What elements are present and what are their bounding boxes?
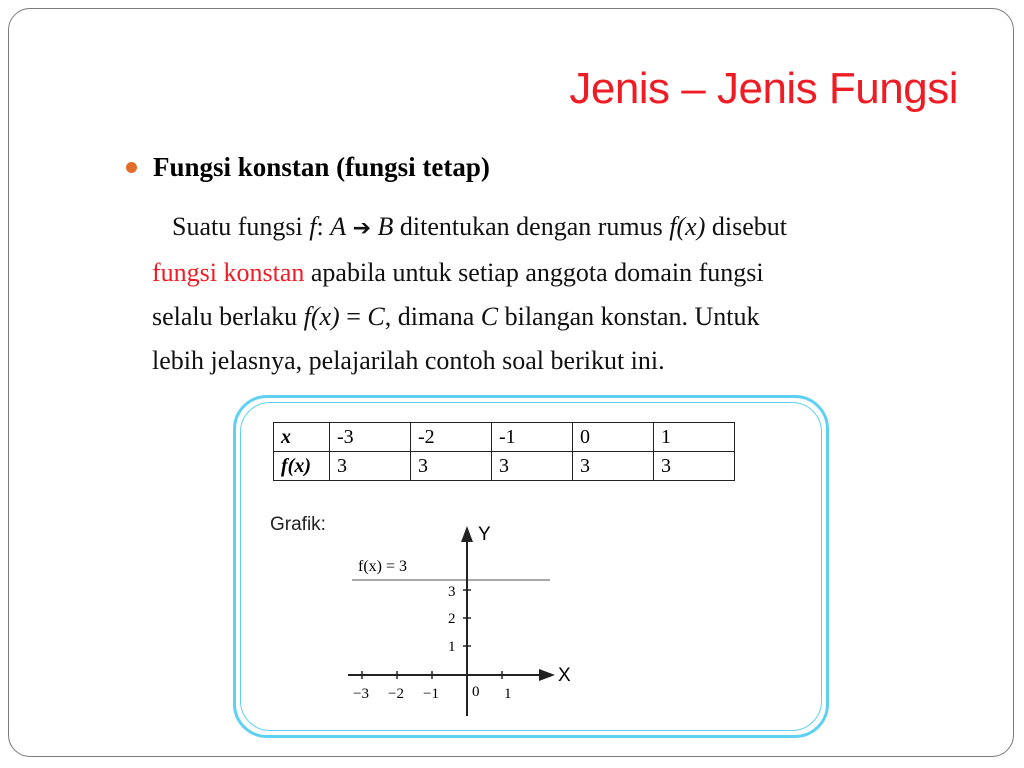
paragraph-line-1: Suatu fungsi f: A ➔ B ditentukan dengan rumus f(x) disebut <box>172 212 787 241</box>
y-axis-label: Y <box>478 524 491 545</box>
paragraph-line-4: lebih jelasnya, pelajarilah contoh soal berikut ini. <box>152 346 665 375</box>
definition-paragraph <box>152 205 962 383</box>
table-row <box>274 452 735 481</box>
y-axis-arrow-icon <box>461 526 473 542</box>
paragraph-line-2: fungsi konstan apabila untuk setiap anggota domain fungsi <box>152 258 764 287</box>
paragraph-line-3: selalu berlaku f(x) = C, dimana C bilangan konstan. Untuk <box>152 302 760 331</box>
table-cell: 3 <box>411 452 492 481</box>
table-cell: 3 <box>492 452 573 481</box>
table-cell: 3 <box>573 452 654 481</box>
value-table <box>273 422 735 481</box>
slide-title: Jenis – Jenis Fungsi <box>569 64 958 113</box>
bullet-item <box>126 152 490 183</box>
x-axis-label: X <box>558 665 571 686</box>
x-axis-arrow-icon <box>539 669 555 681</box>
constant-function-graph <box>340 520 590 720</box>
table-row <box>274 423 735 452</box>
y-tick-label: 1 <box>448 639 456 655</box>
bullet-text: Fungsi konstan (fungsi tetap) <box>153 152 490 182</box>
y-tick-label: 3 <box>448 584 456 600</box>
table-cell: -3 <box>330 423 411 452</box>
table-header-fx: f(x) <box>274 452 330 481</box>
table-cell: -1 <box>492 423 573 452</box>
x-tick-label: 1 <box>504 686 512 702</box>
graph-label: Grafik: <box>270 514 326 535</box>
table-cell: 3 <box>330 452 411 481</box>
table-cell: 3 <box>654 452 735 481</box>
table-header-x: x <box>274 423 330 452</box>
table-cell: 1 <box>654 423 735 452</box>
y-tick-label: 2 <box>448 611 456 627</box>
function-label: f(x) = 3 <box>358 558 408 575</box>
x-tick-label: 0 <box>472 684 480 700</box>
highlight-term: fungsi konstan <box>152 258 305 287</box>
arrow-right-icon: ➔ <box>352 216 372 241</box>
x-tick-label: −1 <box>423 686 439 702</box>
x-tick-label: −3 <box>353 686 369 702</box>
bullet-dot-icon <box>126 162 137 173</box>
table-cell: 0 <box>573 423 654 452</box>
x-tick-label: −2 <box>388 686 404 702</box>
table-cell: -2 <box>411 423 492 452</box>
